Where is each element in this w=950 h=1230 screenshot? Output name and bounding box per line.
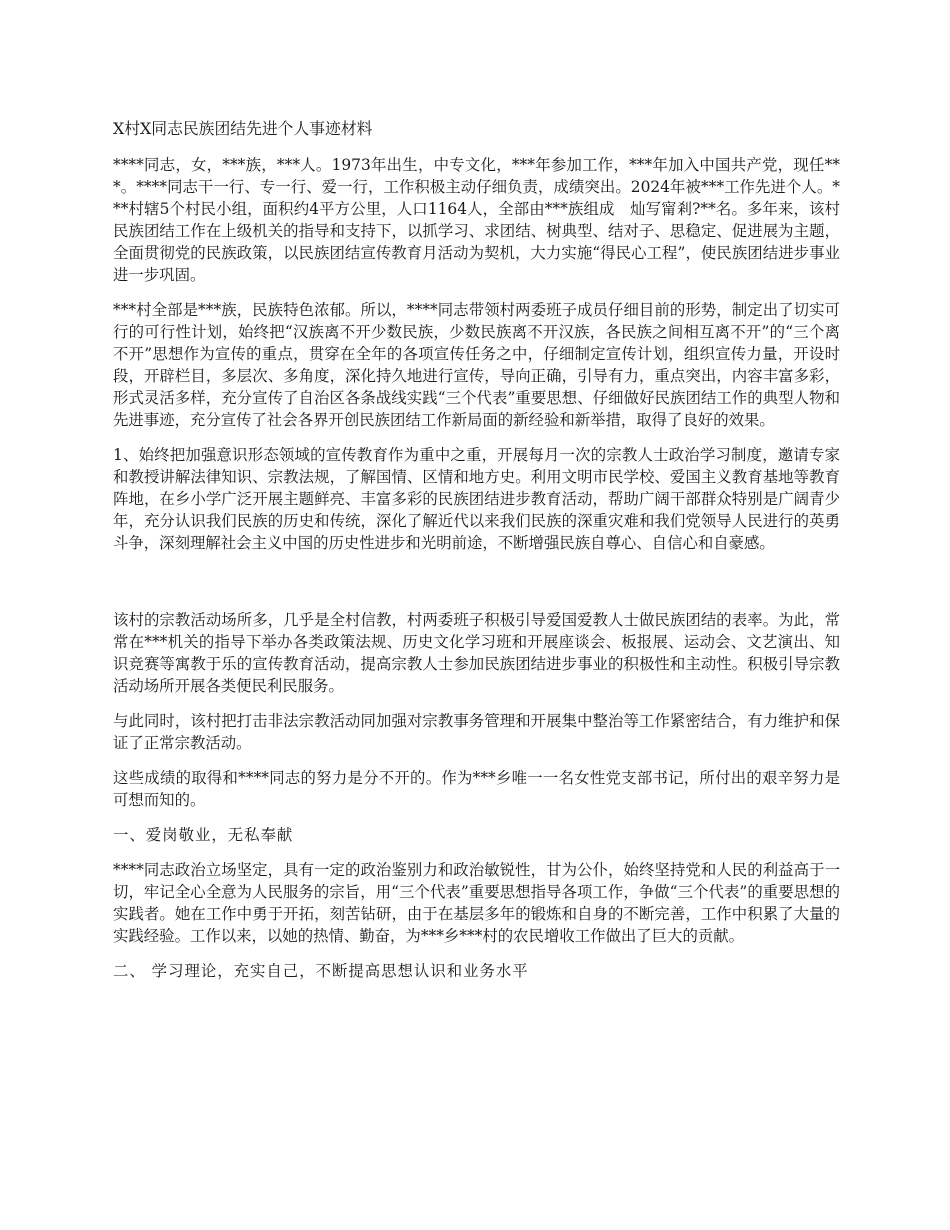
paragraph-village-propaganda: ***村全部是***族，民族特色浓郁。所以，****同志带领村两委班子成员仔细目前的形势，制定出了切实可行的可行性计划，始终把“汉族离不开少数民族，少数民族离不开汉族，各民族之间相互离不开”的“三个离不开”思想作为宣传的重点，贯穿在全年的各项宣传任务之中，仔细制定宣传计划，组织宣传力量，开设时段，开辟栏目，多层次、多角度，深化持久地进行宣传，导向正确，引导有力，重点突出，内容丰富多彩，形式灵活多样，充分宣传了自治区各条战线实践“三个代表”重要思想、仔细做好民族团结工作的典型人物和先进事迹，充分宣传了社会各界开创民族团结工作新局面的新经验和新举措，取得了良好的效果。 xyxy=(113,301,840,429)
section-heading-2: 二、 学习理论，充实自己，不断提高思想认识和业务水平 xyxy=(113,962,529,980)
paragraph-religious-sites: 该村的宗教活动场所多，几乎是全村信教，村两委班子积极引导爱国爱教人士做民族团结的表率。为此，常常在***机关的指导下举办各类政策法规、历史文化学习班和开展座谈会、板报展、运动会、文艺演出、知识竞赛等寓教于乐的宣传教育活动，提高宗教人士参加民族团结进步事业的积极性和主动性。积极引导宗教活动场所开展各类便民利民服务。 xyxy=(113,611,840,695)
paragraph-gap xyxy=(113,567,840,609)
section-heading-1: 一、爱岗敬业，无私奉献 xyxy=(113,826,294,844)
paragraph-dedication: ****同志政治立场坚定，具有一定的政治鉴别力和政治敏锐性，甘为公仆，始终坚持党和人民的利益高于一切，牢记全心全意为人民服务的宗旨，用“三个代表”重要思想指导各项工作，争做“三个代表”的重要思想的实践者。她在工作中勇于开拓，刻苦钻研，由于在基层多年的锻炼和自身的不断完善，工作中积累了大量的实践经验。工作以来，以她的热情、勤奋，为***乡***村的农民增收工作做出了巨大的贡献。 xyxy=(113,861,840,945)
paragraph-personal-profile: ****同志，女，***族，***人。1973年出生，中专文化，***年参加工作，***年加入中国共产党，现任***。****同志干一行、专一行、爱一行，工作积极主动仔细负责，成绩突出。2024年被***工作先进个人。***村辖5个村民小组，面积约4平方公里，人口1164人，全部由***族组成 灿写甯剎?**名。多年来，该村民族团结工作在上级机关的指导和支持下，以抓学习、求团结、树典型、结对子、思稳定、促进展为主题，全面贯彻党的民族政策，以民族团结宣传教育月活动为契机，大力实施“得民心工程”，使民族团结进步事业进一步巩固。 xyxy=(113,156,840,284)
paragraph-education-item-1: 1、始终把加强意识形态领域的宣传教育作为重中之重，开展每月一次的宗教人士政治学习制度，邀请专家和教授讲解法律知识、宗教法规，了解国情、区情和地方史。利用文明市民学校、爱国主义教育基地等教育阵地，在乡小学广泛开展主题鲜亮、丰富多彩的民族团结进步教育活动，帮助广阔干部群众特别是广阔青少年，充分认识我们民族的历史和传统，深化了解近代以来我们民族的深重灾难和我们党领导人民进行的英勇斗争，深刻理解社会主义中国的历史性进步和光明前途，不断增强民族自尊心、自信心和自豪感。 xyxy=(113,446,840,552)
document-title: X村X同志民族团结先进个人事迹材料 xyxy=(113,119,373,138)
paragraph-illegal-activities: 与此同时，该村把打击非法宗教活动同加强对宗教事务管理和开展集中整治等工作紧密结合，有力维护和保证了正常宗教活动。 xyxy=(113,712,840,752)
paragraph-achievements: 这些成绩的取得和****同志的努力是分不开的。作为***乡唯一一名女性党支部书记，所付出的艰辛努力是可想而知的。 xyxy=(113,769,840,809)
document-page xyxy=(113,118,840,995)
